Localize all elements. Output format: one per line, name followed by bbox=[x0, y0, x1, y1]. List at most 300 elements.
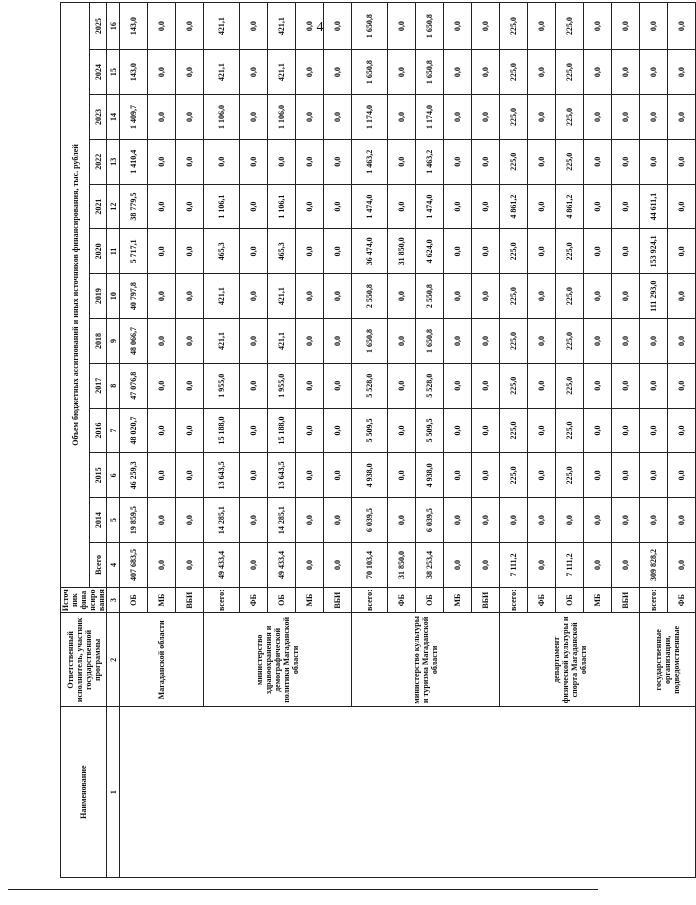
header-year-2018: 2018 bbox=[90, 319, 107, 364]
year-value-cell: 0,0 bbox=[528, 50, 556, 95]
year-value-cell: 225,0 bbox=[556, 139, 584, 184]
year-value-cell: 0,0 bbox=[472, 95, 500, 140]
year-value-cell: 0,0 bbox=[444, 363, 472, 408]
year-value-cell: 465,3 bbox=[204, 229, 240, 274]
year-value-cell: 1 106,0 bbox=[268, 95, 296, 140]
year-value-cell: 143,0 bbox=[120, 50, 148, 95]
year-value-cell: 0,0 bbox=[324, 139, 352, 184]
year-value-cell: 0,0 bbox=[640, 408, 668, 453]
source-cell: ОБ bbox=[120, 587, 148, 613]
year-value-cell: 225,0 bbox=[556, 319, 584, 364]
year-value-cell: 0,0 bbox=[640, 95, 668, 140]
header-year-2025: 2025 bbox=[90, 3, 107, 50]
year-value-cell: 47 076,8 bbox=[120, 363, 148, 408]
year-value-cell: 0,0 bbox=[240, 498, 268, 543]
header-responsible: Ответственный исполнитель, участник государственной программы bbox=[61, 613, 107, 707]
year-value-cell: 0,0 bbox=[584, 50, 612, 95]
name-cell bbox=[120, 707, 696, 878]
year-value-cell: 0,0 bbox=[528, 498, 556, 543]
source-cell: ВБИ bbox=[176, 587, 204, 613]
header-year-2017: 2017 bbox=[90, 363, 107, 408]
year-value-cell: 0,0 bbox=[444, 229, 472, 274]
year-value-cell: 0,0 bbox=[668, 319, 696, 364]
year-value-cell: 0,0 bbox=[240, 229, 268, 274]
year-value-cell: 0,0 bbox=[640, 50, 668, 95]
year-value-cell: 111 293,0 bbox=[640, 274, 668, 319]
financing-table bbox=[60, 2, 696, 878]
year-value-cell: 1 106,0 bbox=[204, 95, 240, 140]
year-value-cell: 0,0 bbox=[668, 453, 696, 498]
year-value-cell: 0,0 bbox=[324, 453, 352, 498]
total-cell: 0,0 bbox=[296, 543, 324, 588]
year-value-cell: 0,0 bbox=[668, 408, 696, 453]
year-value-cell: 0,0 bbox=[444, 274, 472, 319]
year-value-cell: 0,0 bbox=[444, 408, 472, 453]
year-value-cell: 0,0 bbox=[472, 50, 500, 95]
year-value-cell: 225,0 bbox=[500, 363, 528, 408]
year-value-cell: 0,0 bbox=[584, 453, 612, 498]
year-value-cell: 0,0 bbox=[612, 408, 640, 453]
total-cell: 38 253,4 bbox=[416, 543, 444, 588]
year-value-cell: 0,0 bbox=[528, 274, 556, 319]
year-value-cell: 0,0 bbox=[472, 363, 500, 408]
year-value-cell: 0,0 bbox=[148, 453, 176, 498]
total-cell: 49 433,4 bbox=[204, 543, 240, 588]
year-value-cell: 0,0 bbox=[388, 453, 416, 498]
year-value-cell: 0,0 bbox=[584, 139, 612, 184]
year-value-cell: 0,0 bbox=[296, 363, 324, 408]
total-cell: 0,0 bbox=[324, 543, 352, 588]
source-cell: всего: bbox=[640, 587, 668, 613]
year-value-cell: 0,0 bbox=[296, 95, 324, 140]
source-cell: ВБИ bbox=[612, 587, 640, 613]
year-value-cell: 0,0 bbox=[148, 363, 176, 408]
total-cell: 0,0 bbox=[148, 543, 176, 588]
year-value-cell: 0,0 bbox=[640, 453, 668, 498]
header-year-2015: 2015 bbox=[90, 453, 107, 498]
year-value-cell: 421,1 bbox=[204, 3, 240, 50]
responsible-cell: департамент физической культуры и спорта Магаданской области bbox=[500, 613, 640, 707]
footer-rule bbox=[8, 889, 598, 890]
year-value-cell: 0,0 bbox=[148, 319, 176, 364]
year-value-cell: 0,0 bbox=[584, 3, 612, 50]
total-cell: 407 683,5 bbox=[120, 543, 148, 588]
total-cell: 70 103,4 bbox=[352, 543, 388, 588]
year-value-cell: 0,0 bbox=[176, 274, 204, 319]
year-value-cell: 0,0 bbox=[612, 319, 640, 364]
year-value-cell: 421,1 bbox=[268, 274, 296, 319]
year-value-cell: 225,0 bbox=[500, 95, 528, 140]
year-value-cell: 0,0 bbox=[668, 3, 696, 50]
total-cell: 0,0 bbox=[176, 543, 204, 588]
year-value-cell: 225,0 bbox=[556, 408, 584, 453]
total-cell: 7 111,2 bbox=[500, 543, 528, 588]
year-value-cell: 0,0 bbox=[296, 50, 324, 95]
column-number-row bbox=[107, 3, 120, 878]
year-value-cell: 0,0 bbox=[296, 453, 324, 498]
year-value-cell: 6 039,5 bbox=[416, 498, 444, 543]
year-value-cell: 225,0 bbox=[556, 50, 584, 95]
year-value-cell: 0,0 bbox=[668, 363, 696, 408]
year-value-cell: 0,0 bbox=[240, 274, 268, 319]
source-cell: ВБИ bbox=[324, 587, 352, 613]
source-cell: ОБ bbox=[268, 587, 296, 613]
year-value-cell: 0,0 bbox=[148, 3, 176, 50]
year-value-cell: 225,0 bbox=[556, 229, 584, 274]
year-value-cell: 0,0 bbox=[176, 3, 204, 50]
year-value-cell: 1 650,8 bbox=[352, 50, 388, 95]
header-year-2016: 2016 bbox=[90, 408, 107, 453]
year-value-cell: 0,0 bbox=[444, 3, 472, 50]
year-value-cell: 0,0 bbox=[668, 139, 696, 184]
year-value-cell: 0,0 bbox=[640, 139, 668, 184]
year-value-cell: 0,0 bbox=[528, 363, 556, 408]
year-value-cell: 38 779,5 bbox=[120, 184, 148, 229]
year-value-cell: 36 474,0 bbox=[352, 229, 388, 274]
year-value-cell: 0,0 bbox=[472, 319, 500, 364]
year-value-cell: 0,0 bbox=[176, 408, 204, 453]
year-value-cell: 0,0 bbox=[324, 319, 352, 364]
year-value-cell: 14 285,1 bbox=[204, 498, 240, 543]
year-value-cell: 0,0 bbox=[388, 3, 416, 50]
year-value-cell: 0,0 bbox=[612, 50, 640, 95]
year-value-cell: 0,0 bbox=[472, 408, 500, 453]
column-number: 12 bbox=[107, 184, 120, 229]
year-value-cell: 0,0 bbox=[612, 139, 640, 184]
year-value-cell: 0,0 bbox=[388, 498, 416, 543]
year-value-cell: 4 861,2 bbox=[500, 184, 528, 229]
year-value-cell: 0,0 bbox=[324, 3, 352, 50]
year-value-cell: 0,0 bbox=[148, 229, 176, 274]
year-value-cell: 15 188,0 bbox=[204, 408, 240, 453]
year-value-cell: 0,0 bbox=[584, 274, 612, 319]
year-value-cell: 0,0 bbox=[148, 498, 176, 543]
year-value-cell: 1 106,1 bbox=[204, 184, 240, 229]
year-value-cell: 225,0 bbox=[500, 319, 528, 364]
year-value-cell: 0,0 bbox=[240, 319, 268, 364]
year-value-cell: 5 528,0 bbox=[416, 363, 444, 408]
year-value-cell: 0,0 bbox=[324, 50, 352, 95]
year-value-cell: 0,0 bbox=[296, 319, 324, 364]
header-total: Всего bbox=[90, 543, 107, 588]
year-value-cell: 0,0 bbox=[176, 229, 204, 274]
year-value-cell: 0,0 bbox=[668, 50, 696, 95]
year-value-cell: 225,0 bbox=[500, 139, 528, 184]
year-value-cell: 1 174,0 bbox=[416, 95, 444, 140]
header-year-2019: 2019 bbox=[90, 274, 107, 319]
total-cell: 49 433,4 bbox=[268, 543, 296, 588]
year-value-cell: 6 039,5 bbox=[352, 498, 388, 543]
year-value-cell: 0,0 bbox=[388, 319, 416, 364]
responsible-cell: министерство культуры и туризма Магаданской области bbox=[352, 613, 500, 707]
total-cell: 0,0 bbox=[612, 543, 640, 588]
header-source: Источник финансирования bbox=[61, 589, 106, 612]
year-value-cell: 0,0 bbox=[640, 3, 668, 50]
year-value-cell: 0,0 bbox=[176, 363, 204, 408]
year-value-cell: 0,0 bbox=[472, 184, 500, 229]
year-value-cell: 4 861,2 bbox=[556, 184, 584, 229]
year-value-cell: 0,0 bbox=[444, 50, 472, 95]
page-number: 4 bbox=[316, 20, 324, 35]
source-cell: ФБ bbox=[240, 587, 268, 613]
year-value-cell: 0,0 bbox=[640, 363, 668, 408]
year-value-cell: 421,1 bbox=[204, 319, 240, 364]
year-value-cell: 0,0 bbox=[668, 184, 696, 229]
year-value-cell: 0,0 bbox=[584, 184, 612, 229]
year-value-cell: 0,0 bbox=[472, 229, 500, 274]
responsible-cell: Магаданской области bbox=[120, 613, 204, 707]
year-value-cell: 0,0 bbox=[148, 50, 176, 95]
responsible-cell: государственные организации, подведомственные bbox=[640, 613, 696, 707]
year-value-cell: 13 643,5 bbox=[268, 453, 296, 498]
year-value-cell: 2 550,8 bbox=[416, 274, 444, 319]
year-value-cell: 0,0 bbox=[500, 498, 528, 543]
year-value-cell: 0,0 bbox=[296, 184, 324, 229]
year-value-cell: 13 643,5 bbox=[204, 453, 240, 498]
year-value-cell: 0,0 bbox=[240, 408, 268, 453]
year-value-cell: 0,0 bbox=[148, 139, 176, 184]
year-value-cell: 0,0 bbox=[296, 274, 324, 319]
year-value-cell: 48 066,7 bbox=[120, 319, 148, 364]
year-value-cell: 1 174,0 bbox=[352, 95, 388, 140]
header-year-2014: 2014 bbox=[90, 498, 107, 543]
year-value-cell: 225,0 bbox=[556, 95, 584, 140]
year-value-cell: 0,0 bbox=[612, 229, 640, 274]
source-cell: МБ bbox=[148, 587, 176, 613]
year-value-cell: 0,0 bbox=[556, 498, 584, 543]
year-value-cell: 0,0 bbox=[324, 274, 352, 319]
year-value-cell: 0,0 bbox=[668, 274, 696, 319]
year-value-cell: 0,0 bbox=[324, 184, 352, 229]
table-row bbox=[120, 3, 148, 878]
year-value-cell: 44 611,1 bbox=[640, 184, 668, 229]
column-number: 1 bbox=[107, 707, 120, 878]
year-value-cell: 0,0 bbox=[388, 184, 416, 229]
year-value-cell: 5 528,0 bbox=[352, 363, 388, 408]
year-value-cell: 0,0 bbox=[296, 498, 324, 543]
year-value-cell: 0,0 bbox=[612, 498, 640, 543]
header-year-2021: 2021 bbox=[90, 184, 107, 229]
year-value-cell: 0,0 bbox=[324, 95, 352, 140]
total-cell: 0,0 bbox=[668, 543, 696, 588]
year-value-cell: 0,0 bbox=[472, 139, 500, 184]
year-value-cell: 225,0 bbox=[500, 229, 528, 274]
year-value-cell: 0,0 bbox=[240, 139, 268, 184]
year-value-cell: 0,0 bbox=[148, 95, 176, 140]
header-year-2024: 2024 bbox=[90, 50, 107, 95]
source-cell: ФБ bbox=[528, 587, 556, 613]
year-value-cell: 19 859,5 bbox=[120, 498, 148, 543]
year-value-cell: 14 285,1 bbox=[268, 498, 296, 543]
year-value-cell: 0,0 bbox=[640, 319, 668, 364]
header-year-2023: 2023 bbox=[90, 95, 107, 140]
year-value-cell: 0,0 bbox=[240, 453, 268, 498]
year-value-cell: 225,0 bbox=[556, 363, 584, 408]
year-value-cell: 1 650,8 bbox=[416, 50, 444, 95]
total-cell: 31 850,0 bbox=[388, 543, 416, 588]
year-value-cell: 0,0 bbox=[584, 408, 612, 453]
year-value-cell: 1 474,0 bbox=[416, 184, 444, 229]
year-value-cell: 0,0 bbox=[472, 3, 500, 50]
year-value-cell: 225,0 bbox=[556, 274, 584, 319]
year-value-cell: 143,0 bbox=[120, 3, 148, 50]
source-cell: ОБ bbox=[416, 587, 444, 613]
year-value-cell: 0,0 bbox=[296, 139, 324, 184]
year-value-cell: 1 463,2 bbox=[352, 139, 388, 184]
year-value-cell: 0,0 bbox=[176, 319, 204, 364]
year-value-cell: 1 409,7 bbox=[120, 95, 148, 140]
total-cell: 7 111,2 bbox=[556, 543, 584, 588]
year-value-cell: 40 797,8 bbox=[120, 274, 148, 319]
year-value-cell: 1 955,0 bbox=[204, 363, 240, 408]
column-number: 4 bbox=[107, 543, 120, 588]
column-number: 10 bbox=[107, 274, 120, 319]
year-value-cell: 0,0 bbox=[528, 408, 556, 453]
source-cell: ВБИ bbox=[472, 587, 500, 613]
year-value-cell: 0,0 bbox=[296, 229, 324, 274]
year-value-cell: 0,0 bbox=[388, 274, 416, 319]
total-cell: 0,0 bbox=[584, 543, 612, 588]
year-value-cell: 0,0 bbox=[528, 3, 556, 50]
year-value-cell: 0,0 bbox=[324, 229, 352, 274]
year-value-cell: 5 509,5 bbox=[352, 408, 388, 453]
column-number: 15 bbox=[107, 50, 120, 95]
year-value-cell: 225,0 bbox=[500, 408, 528, 453]
source-cell: МБ bbox=[444, 587, 472, 613]
total-cell: 0,0 bbox=[240, 543, 268, 588]
year-value-cell: 0,0 bbox=[612, 95, 640, 140]
year-value-cell: 1 650,8 bbox=[352, 3, 388, 50]
year-value-cell: 2 550,8 bbox=[352, 274, 388, 319]
year-value-cell: 0,0 bbox=[296, 3, 324, 50]
year-value-cell: 0,0 bbox=[528, 184, 556, 229]
year-value-cell: 0,0 bbox=[388, 408, 416, 453]
year-value-cell: 0,0 bbox=[204, 139, 240, 184]
year-value-cell: 153 924,1 bbox=[640, 229, 668, 274]
year-value-cell: 1 650,8 bbox=[416, 319, 444, 364]
column-number: 11 bbox=[107, 229, 120, 274]
year-value-cell: 0,0 bbox=[612, 363, 640, 408]
total-cell: 0,0 bbox=[472, 543, 500, 588]
year-value-cell: 0,0 bbox=[148, 274, 176, 319]
year-value-cell: 0,0 bbox=[444, 319, 472, 364]
year-value-cell: 4 938,0 bbox=[416, 453, 444, 498]
column-number: 8 bbox=[107, 363, 120, 408]
year-value-cell: 1 474,0 bbox=[352, 184, 388, 229]
year-value-cell: 421,1 bbox=[268, 319, 296, 364]
year-value-cell: 0,0 bbox=[528, 229, 556, 274]
year-value-cell: 31 850,0 bbox=[388, 229, 416, 274]
header-year-2020: 2020 bbox=[90, 229, 107, 274]
year-value-cell: 0,0 bbox=[388, 95, 416, 140]
source-cell: ОБ bbox=[556, 587, 584, 613]
column-number: 16 bbox=[107, 3, 120, 50]
year-value-cell: 0,0 bbox=[584, 319, 612, 364]
year-value-cell: 0,0 bbox=[296, 408, 324, 453]
total-cell: 0,0 bbox=[528, 543, 556, 588]
year-value-cell: 0,0 bbox=[240, 3, 268, 50]
year-value-cell: 1 410,4 bbox=[120, 139, 148, 184]
year-value-cell: 5 717,1 bbox=[120, 229, 148, 274]
source-cell: всего: bbox=[204, 587, 240, 613]
year-value-cell: 0,0 bbox=[584, 95, 612, 140]
source-cell: ФБ bbox=[668, 587, 696, 613]
year-value-cell: 0,0 bbox=[324, 408, 352, 453]
year-value-cell: 0,0 bbox=[584, 498, 612, 543]
year-value-cell: 0,0 bbox=[388, 363, 416, 408]
year-value-cell: 4 624,0 bbox=[416, 229, 444, 274]
year-value-cell: 0,0 bbox=[472, 453, 500, 498]
column-number: 6 bbox=[107, 453, 120, 498]
year-value-cell: 4 938,0 bbox=[352, 453, 388, 498]
year-value-cell: 0,0 bbox=[444, 184, 472, 229]
year-value-cell: 421,1 bbox=[204, 50, 240, 95]
year-value-cell: 46 259,3 bbox=[120, 453, 148, 498]
year-value-cell: 0,0 bbox=[528, 139, 556, 184]
year-value-cell: 421,1 bbox=[268, 50, 296, 95]
year-value-cell: 0,0 bbox=[240, 50, 268, 95]
year-value-cell: 1 650,8 bbox=[416, 3, 444, 50]
column-number: 13 bbox=[107, 139, 120, 184]
year-value-cell: 225,0 bbox=[500, 274, 528, 319]
year-value-cell: 0,0 bbox=[584, 363, 612, 408]
year-value-cell: 0,0 bbox=[612, 184, 640, 229]
year-value-cell: 0,0 bbox=[472, 274, 500, 319]
year-value-cell: 0,0 bbox=[268, 139, 296, 184]
year-value-cell: 0,0 bbox=[668, 95, 696, 140]
year-value-cell: 421,1 bbox=[204, 274, 240, 319]
year-value-cell: 0,0 bbox=[148, 408, 176, 453]
year-value-cell: 225,0 bbox=[500, 3, 528, 50]
year-value-cell: 0,0 bbox=[388, 50, 416, 95]
column-number: 2 bbox=[107, 613, 120, 707]
column-number: 9 bbox=[107, 319, 120, 364]
year-value-cell: 0,0 bbox=[668, 498, 696, 543]
column-number: 3 bbox=[107, 587, 120, 613]
year-value-cell: 0,0 bbox=[176, 139, 204, 184]
year-value-cell: 0,0 bbox=[240, 363, 268, 408]
year-value-cell: 0,0 bbox=[444, 498, 472, 543]
year-value-cell: 0,0 bbox=[148, 184, 176, 229]
year-value-cell: 0,0 bbox=[444, 139, 472, 184]
year-value-cell: 0,0 bbox=[528, 319, 556, 364]
year-value-cell: 0,0 bbox=[472, 498, 500, 543]
column-number: 5 bbox=[107, 498, 120, 543]
total-cell: 0,0 bbox=[444, 543, 472, 588]
year-value-cell: 0,0 bbox=[324, 363, 352, 408]
year-value-cell: 0,0 bbox=[612, 3, 640, 50]
source-cell: всего: bbox=[500, 587, 528, 613]
year-value-cell: 465,3 bbox=[268, 229, 296, 274]
total-cell: 309 828,2 bbox=[640, 543, 668, 588]
year-value-cell: 1 955,0 bbox=[268, 363, 296, 408]
year-value-cell: 5 509,5 bbox=[416, 408, 444, 453]
year-value-cell: 15 188,0 bbox=[268, 408, 296, 453]
year-value-cell: 0,0 bbox=[668, 229, 696, 274]
header-volume: Объем бюджетных ассигнований и иных источников финансирования, тыс. рублей bbox=[61, 3, 90, 588]
year-value-cell: 0,0 bbox=[444, 95, 472, 140]
year-value-cell: 0,0 bbox=[612, 453, 640, 498]
year-value-cell: 0,0 bbox=[240, 184, 268, 229]
year-value-cell: 0,0 bbox=[388, 139, 416, 184]
header-name: Наименование bbox=[61, 707, 107, 878]
column-number: 14 bbox=[107, 95, 120, 140]
year-value-cell: 0,0 bbox=[176, 184, 204, 229]
year-value-cell: 0,0 bbox=[444, 453, 472, 498]
year-value-cell: 0,0 bbox=[240, 95, 268, 140]
source-cell: всего: bbox=[352, 587, 388, 613]
column-number: 7 bbox=[107, 408, 120, 453]
